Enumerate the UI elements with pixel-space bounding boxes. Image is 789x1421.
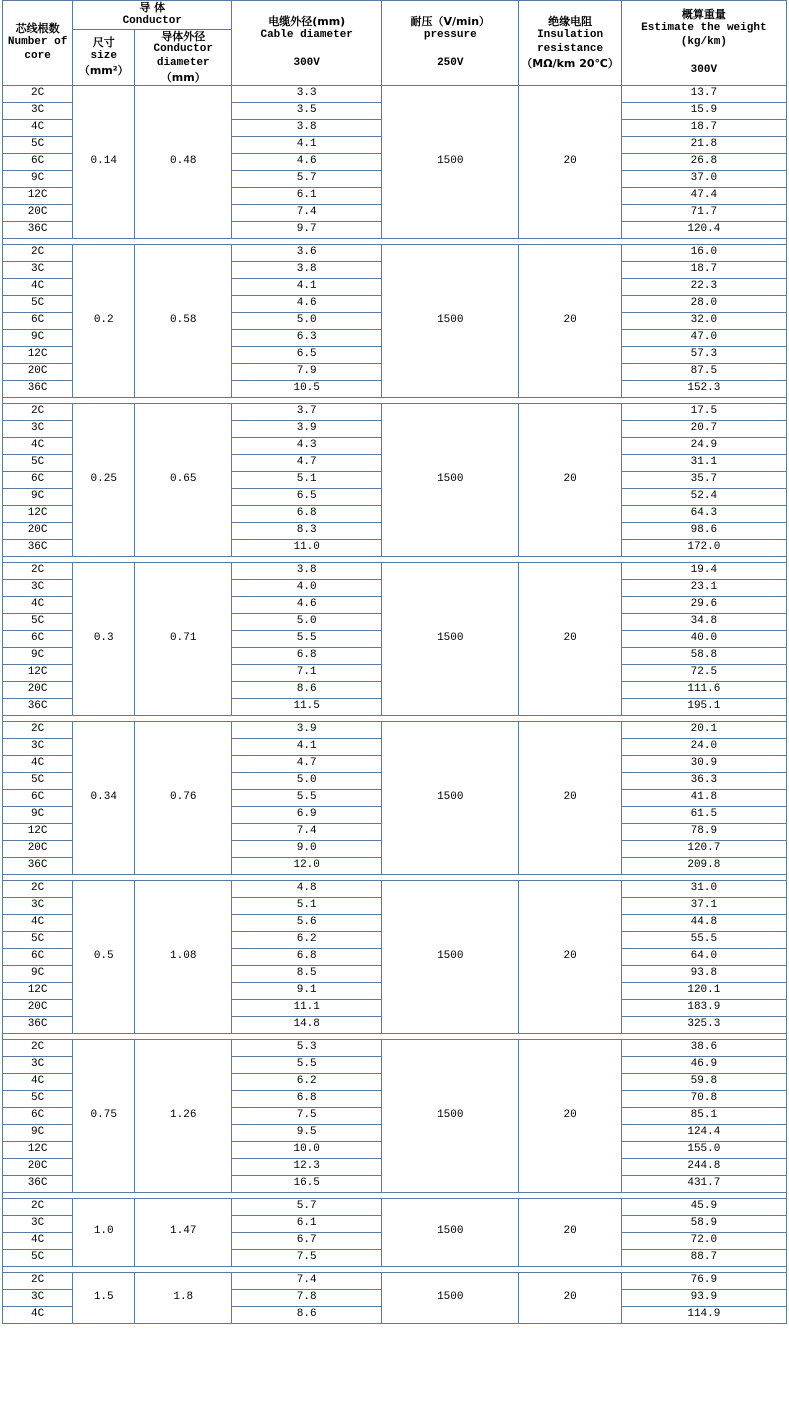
cell-core: 9C bbox=[3, 965, 73, 982]
cell-weight: 19.4 bbox=[621, 562, 786, 579]
cell-cable-diameter: 7.8 bbox=[232, 1289, 382, 1306]
cell-cable-diameter: 3.8 bbox=[232, 261, 382, 278]
cell-cable-diameter: 11.5 bbox=[232, 698, 382, 715]
cell-cable-diameter: 7.5 bbox=[232, 1107, 382, 1124]
cell-cable-diameter: 8.3 bbox=[232, 522, 382, 539]
cell-cable-diameter: 3.7 bbox=[232, 403, 382, 420]
header-conductor-diameter-label-en: Conductor diameter bbox=[153, 43, 213, 69]
cell-core: 5C bbox=[3, 454, 73, 471]
cell-core: 20C bbox=[3, 999, 73, 1016]
cell-core: 6C bbox=[3, 789, 73, 806]
header-size bbox=[73, 29, 135, 85]
cell-core: 2C bbox=[3, 1039, 73, 1056]
cell-size: 0.5 bbox=[73, 880, 135, 1033]
cell-cable-diameter: 11.0 bbox=[232, 539, 382, 556]
cell-conductor-diameter: 0.71 bbox=[135, 562, 232, 715]
cell-cable-diameter: 6.2 bbox=[232, 1073, 382, 1090]
cell-core: 36C bbox=[3, 539, 73, 556]
table-body bbox=[3, 85, 787, 1323]
cell-core: 2C bbox=[3, 721, 73, 738]
header-insulation bbox=[519, 1, 621, 86]
cell-cable-diameter: 4.0 bbox=[232, 579, 382, 596]
cell-cable-diameter: 9.0 bbox=[232, 840, 382, 857]
cell-conductor-diameter: 1.47 bbox=[135, 1198, 232, 1266]
cell-weight: 111.6 bbox=[621, 681, 786, 698]
header-core-label-en: Number of core bbox=[7, 35, 68, 62]
header-insulation-label-en: Insulation resistance bbox=[537, 29, 604, 55]
cell-weight: 34.8 bbox=[621, 613, 786, 630]
cell-core: 9C bbox=[3, 329, 73, 346]
cell-size: 0.25 bbox=[73, 403, 135, 556]
cell-core: 4C bbox=[3, 755, 73, 772]
cell-pressure: 1500 bbox=[382, 721, 519, 874]
cell-cable-diameter: 6.2 bbox=[232, 931, 382, 948]
cell-weight: 47.4 bbox=[621, 187, 786, 204]
cell-conductor-diameter: 1.08 bbox=[135, 880, 232, 1033]
cell-cable-diameter: 4.7 bbox=[232, 454, 382, 471]
cell-weight: 31.0 bbox=[621, 880, 786, 897]
cell-cable-diameter: 5.0 bbox=[232, 312, 382, 329]
header-size-label-cn: 尺寸 bbox=[92, 36, 115, 50]
cell-cable-diameter: 5.7 bbox=[232, 1198, 382, 1215]
cell-core: 36C bbox=[3, 857, 73, 874]
cell-core: 4C bbox=[3, 437, 73, 454]
cell-cable-diameter: 6.8 bbox=[232, 1090, 382, 1107]
cell-size: 1.0 bbox=[73, 1198, 135, 1266]
cell-core: 12C bbox=[3, 346, 73, 363]
cell-pressure: 1500 bbox=[382, 403, 519, 556]
cell-weight: 88.7 bbox=[621, 1249, 786, 1266]
cell-weight: 93.8 bbox=[621, 965, 786, 982]
cell-weight: 325.3 bbox=[621, 1016, 786, 1033]
cell-core: 4C bbox=[3, 119, 73, 136]
header-insulation-label-cn: 绝缘电阻 bbox=[548, 15, 593, 29]
cell-weight: 85.1 bbox=[621, 1107, 786, 1124]
cell-cable-diameter: 5.0 bbox=[232, 613, 382, 630]
header-conductor-diameter-unit: （mm） bbox=[160, 70, 206, 84]
cell-weight: 45.9 bbox=[621, 1198, 786, 1215]
cell-weight: 55.5 bbox=[621, 931, 786, 948]
cell-core: 2C bbox=[3, 403, 73, 420]
cell-weight: 24.9 bbox=[621, 437, 786, 454]
cell-cable-diameter: 11.1 bbox=[232, 999, 382, 1016]
cell-weight: 195.1 bbox=[621, 698, 786, 715]
cell-weight: 155.0 bbox=[621, 1141, 786, 1158]
cell-weight: 61.5 bbox=[621, 806, 786, 823]
cell-weight: 64.3 bbox=[621, 505, 786, 522]
header-conductor-label-cn: 导 体 bbox=[139, 1, 166, 14]
cell-size: 0.34 bbox=[73, 721, 135, 874]
cell-weight: 72.5 bbox=[621, 664, 786, 681]
cell-core: 9C bbox=[3, 488, 73, 505]
cell-weight: 44.8 bbox=[621, 914, 786, 931]
cell-weight: 98.6 bbox=[621, 522, 786, 539]
cell-cable-diameter: 5.0 bbox=[232, 772, 382, 789]
cell-cable-diameter: 14.8 bbox=[232, 1016, 382, 1033]
cell-core: 2C bbox=[3, 244, 73, 261]
cell-insulation-resistance: 20 bbox=[519, 85, 621, 238]
header-cable-diameter bbox=[232, 1, 382, 86]
cell-cable-diameter: 6.1 bbox=[232, 1215, 382, 1232]
cell-cable-diameter: 7.4 bbox=[232, 1272, 382, 1289]
cell-core: 6C bbox=[3, 948, 73, 965]
cell-cable-diameter: 8.6 bbox=[232, 1306, 382, 1323]
cell-cable-diameter: 5.1 bbox=[232, 471, 382, 488]
cell-weight: 13.7 bbox=[621, 85, 786, 102]
cell-weight: 23.1 bbox=[621, 579, 786, 596]
cell-insulation-resistance: 20 bbox=[519, 880, 621, 1033]
cell-core: 36C bbox=[3, 1175, 73, 1192]
cell-cable-diameter: 4.3 bbox=[232, 437, 382, 454]
cell-weight: 32.0 bbox=[621, 312, 786, 329]
cell-cable-diameter: 6.9 bbox=[232, 806, 382, 823]
cell-cable-diameter: 5.3 bbox=[232, 1039, 382, 1056]
cell-pressure: 1500 bbox=[382, 1272, 519, 1323]
header-cable-diameter-label-en: Cable diameter bbox=[260, 28, 353, 41]
cell-weight: 24.0 bbox=[621, 738, 786, 755]
cell-weight: 244.8 bbox=[621, 1158, 786, 1175]
cell-weight: 78.9 bbox=[621, 823, 786, 840]
cell-core: 20C bbox=[3, 1158, 73, 1175]
cell-weight: 22.3 bbox=[621, 278, 786, 295]
cell-cable-diameter: 4.1 bbox=[232, 278, 382, 295]
cell-core: 3C bbox=[3, 1056, 73, 1073]
cell-core: 20C bbox=[3, 840, 73, 857]
cell-weight: 38.6 bbox=[621, 1039, 786, 1056]
table-row bbox=[3, 1272, 787, 1289]
cell-cable-diameter: 8.5 bbox=[232, 965, 382, 982]
cell-cable-diameter: 3.8 bbox=[232, 119, 382, 136]
cell-cable-diameter: 7.1 bbox=[232, 664, 382, 681]
cell-weight: 17.5 bbox=[621, 403, 786, 420]
cell-cable-diameter: 10.0 bbox=[232, 1141, 382, 1158]
cell-cable-diameter: 5.1 bbox=[232, 897, 382, 914]
cell-cable-diameter: 16.5 bbox=[232, 1175, 382, 1192]
cell-core: 9C bbox=[3, 806, 73, 823]
cell-size: 0.14 bbox=[73, 85, 135, 238]
table-row bbox=[3, 85, 787, 102]
header-cable-diameter-voltage: 300V bbox=[293, 56, 320, 69]
cell-core: 12C bbox=[3, 664, 73, 681]
cell-core: 12C bbox=[3, 505, 73, 522]
cell-cable-diameter: 5.5 bbox=[232, 630, 382, 647]
cell-core: 12C bbox=[3, 823, 73, 840]
cell-weight: 209.8 bbox=[621, 857, 786, 874]
cell-core: 36C bbox=[3, 1016, 73, 1033]
table-row bbox=[3, 721, 787, 738]
cell-core: 5C bbox=[3, 295, 73, 312]
cell-cable-diameter: 4.1 bbox=[232, 738, 382, 755]
cell-core: 36C bbox=[3, 698, 73, 715]
cell-weight: 72.0 bbox=[621, 1232, 786, 1249]
cell-weight: 124.4 bbox=[621, 1124, 786, 1141]
cell-cable-diameter: 7.4 bbox=[232, 204, 382, 221]
cell-cable-diameter: 3.9 bbox=[232, 721, 382, 738]
cell-weight: 40.0 bbox=[621, 630, 786, 647]
cell-weight: 87.5 bbox=[621, 363, 786, 380]
header-pressure-voltage: 250V bbox=[437, 56, 464, 69]
cell-cable-diameter: 5.6 bbox=[232, 914, 382, 931]
table-row bbox=[3, 244, 787, 261]
cell-conductor-diameter: 0.58 bbox=[135, 244, 232, 397]
cell-core: 3C bbox=[3, 579, 73, 596]
cell-weight: 52.4 bbox=[621, 488, 786, 505]
cell-core: 5C bbox=[3, 1090, 73, 1107]
cell-weight: 120.7 bbox=[621, 840, 786, 857]
header-weight bbox=[621, 1, 786, 86]
cell-weight: 37.1 bbox=[621, 897, 786, 914]
cell-insulation-resistance: 20 bbox=[519, 1198, 621, 1266]
cell-size: 0.75 bbox=[73, 1039, 135, 1192]
cell-cable-diameter: 3.5 bbox=[232, 102, 382, 119]
cell-core: 3C bbox=[3, 1215, 73, 1232]
cell-core: 12C bbox=[3, 982, 73, 999]
cell-core: 3C bbox=[3, 1289, 73, 1306]
cell-insulation-resistance: 20 bbox=[519, 562, 621, 715]
cell-size: 0.2 bbox=[73, 244, 135, 397]
cell-weight: 15.9 bbox=[621, 102, 786, 119]
cell-core: 2C bbox=[3, 85, 73, 102]
cell-cable-diameter: 4.6 bbox=[232, 153, 382, 170]
cell-cable-diameter: 5.7 bbox=[232, 170, 382, 187]
cell-pressure: 1500 bbox=[382, 1039, 519, 1192]
cell-conductor-diameter: 0.48 bbox=[135, 85, 232, 238]
cell-cable-diameter: 4.1 bbox=[232, 136, 382, 153]
cell-weight: 64.0 bbox=[621, 948, 786, 965]
cell-weight: 35.7 bbox=[621, 471, 786, 488]
cell-insulation-resistance: 20 bbox=[519, 244, 621, 397]
cell-insulation-resistance: 20 bbox=[519, 1039, 621, 1192]
cell-core: 2C bbox=[3, 880, 73, 897]
header-core bbox=[3, 1, 73, 86]
header-conductor-label-en: Conductor bbox=[122, 14, 182, 27]
header-pressure bbox=[382, 1, 519, 86]
cell-cable-diameter: 6.8 bbox=[232, 948, 382, 965]
cell-weight: 30.9 bbox=[621, 755, 786, 772]
cell-core: 5C bbox=[3, 772, 73, 789]
header-cable-diameter-label-cn: 电缆外径(mm) bbox=[268, 15, 346, 29]
cell-core: 5C bbox=[3, 136, 73, 153]
cell-weight: 21.8 bbox=[621, 136, 786, 153]
cell-core: 4C bbox=[3, 1232, 73, 1249]
cell-core: 6C bbox=[3, 471, 73, 488]
cell-cable-diameter: 7.4 bbox=[232, 823, 382, 840]
cell-cable-diameter: 5.5 bbox=[232, 1056, 382, 1073]
cell-weight: 58.9 bbox=[621, 1215, 786, 1232]
cell-weight: 70.8 bbox=[621, 1090, 786, 1107]
cell-conductor-diameter: 0.76 bbox=[135, 721, 232, 874]
cell-weight: 431.7 bbox=[621, 1175, 786, 1192]
cell-core: 3C bbox=[3, 261, 73, 278]
cell-cable-diameter: 9.1 bbox=[232, 982, 382, 999]
cell-cable-diameter: 3.3 bbox=[232, 85, 382, 102]
cell-pressure: 1500 bbox=[382, 85, 519, 238]
cell-pressure: 1500 bbox=[382, 562, 519, 715]
header-pressure-label-cn: 耐压（V/min） bbox=[410, 15, 491, 29]
cell-weight: 57.3 bbox=[621, 346, 786, 363]
cell-weight: 71.7 bbox=[621, 204, 786, 221]
cell-core: 4C bbox=[3, 1073, 73, 1090]
cell-pressure: 1500 bbox=[382, 1198, 519, 1266]
cell-weight: 47.0 bbox=[621, 329, 786, 346]
cell-cable-diameter: 6.5 bbox=[232, 488, 382, 505]
cell-cable-diameter: 7.9 bbox=[232, 363, 382, 380]
cell-cable-diameter: 8.6 bbox=[232, 681, 382, 698]
cell-cable-diameter: 3.8 bbox=[232, 562, 382, 579]
cell-core: 5C bbox=[3, 1249, 73, 1266]
cell-cable-diameter: 12.3 bbox=[232, 1158, 382, 1175]
header-pressure-label-en: pressure bbox=[423, 28, 477, 41]
cell-insulation-resistance: 20 bbox=[519, 1272, 621, 1323]
cell-cable-diameter: 6.7 bbox=[232, 1232, 382, 1249]
cell-cable-diameter: 7.5 bbox=[232, 1249, 382, 1266]
cell-cable-diameter: 12.0 bbox=[232, 857, 382, 874]
cell-weight: 120.4 bbox=[621, 221, 786, 238]
cell-core: 9C bbox=[3, 170, 73, 187]
cell-weight: 120.1 bbox=[621, 982, 786, 999]
cell-core: 4C bbox=[3, 278, 73, 295]
cell-pressure: 1500 bbox=[382, 244, 519, 397]
cell-cable-diameter: 9.5 bbox=[232, 1124, 382, 1141]
cell-cable-diameter: 6.1 bbox=[232, 187, 382, 204]
cell-cable-diameter: 6.8 bbox=[232, 505, 382, 522]
cell-weight: 183.9 bbox=[621, 999, 786, 1016]
cell-conductor-diameter: 1.8 bbox=[135, 1272, 232, 1323]
cell-size: 0.3 bbox=[73, 562, 135, 715]
cell-core: 20C bbox=[3, 681, 73, 698]
cell-cable-diameter: 6.3 bbox=[232, 329, 382, 346]
table-row bbox=[3, 403, 787, 420]
header-core-label-cn: 芯线根数 bbox=[15, 22, 60, 36]
header-weight-label-cn: 概算重量 bbox=[681, 8, 726, 22]
table-row bbox=[3, 1198, 787, 1215]
cell-core: 12C bbox=[3, 1141, 73, 1158]
cell-weight: 59.8 bbox=[621, 1073, 786, 1090]
cell-weight: 76.9 bbox=[621, 1272, 786, 1289]
cell-core: 36C bbox=[3, 380, 73, 397]
table-row bbox=[3, 880, 787, 897]
cell-weight: 93.9 bbox=[621, 1289, 786, 1306]
cell-weight: 31.1 bbox=[621, 454, 786, 471]
cell-cable-diameter: 3.9 bbox=[232, 420, 382, 437]
header-conductor-diameter-label-cn: 导体外径 bbox=[161, 29, 206, 43]
cell-core: 20C bbox=[3, 363, 73, 380]
cable-specification-table bbox=[2, 0, 787, 1324]
header-conductor bbox=[73, 1, 232, 30]
cell-weight: 46.9 bbox=[621, 1056, 786, 1073]
cell-core: 9C bbox=[3, 1124, 73, 1141]
cell-core: 5C bbox=[3, 613, 73, 630]
cell-conductor-diameter: 1.26 bbox=[135, 1039, 232, 1192]
cell-weight: 18.7 bbox=[621, 261, 786, 278]
header-weight-label-en: Estimate the weight (kg/km) bbox=[641, 22, 767, 48]
cell-core: 36C bbox=[3, 221, 73, 238]
cell-weight: 37.0 bbox=[621, 170, 786, 187]
cell-core: 9C bbox=[3, 647, 73, 664]
cell-insulation-resistance: 20 bbox=[519, 721, 621, 874]
cell-cable-diameter: 6.5 bbox=[232, 346, 382, 363]
header-insulation-unit: （MΩ/km 20℃） bbox=[521, 56, 619, 70]
cell-core: 6C bbox=[3, 630, 73, 647]
cell-conductor-diameter: 0.65 bbox=[135, 403, 232, 556]
cell-weight: 58.8 bbox=[621, 647, 786, 664]
cell-core: 12C bbox=[3, 187, 73, 204]
cell-weight: 26.8 bbox=[621, 153, 786, 170]
cell-core: 5C bbox=[3, 931, 73, 948]
cell-weight: 114.9 bbox=[621, 1306, 786, 1323]
cell-core: 3C bbox=[3, 420, 73, 437]
cell-cable-diameter: 4.6 bbox=[232, 295, 382, 312]
cell-weight: 152.3 bbox=[621, 380, 786, 397]
cell-core: 3C bbox=[3, 897, 73, 914]
cell-cable-diameter: 9.7 bbox=[232, 221, 382, 238]
header-size-unit: （mm²） bbox=[78, 63, 129, 77]
cell-pressure: 1500 bbox=[382, 880, 519, 1033]
cell-weight: 20.7 bbox=[621, 420, 786, 437]
cell-weight: 36.3 bbox=[621, 772, 786, 789]
header-conductor-diameter bbox=[135, 29, 232, 85]
cell-cable-diameter: 4.6 bbox=[232, 596, 382, 613]
header-size-label-en: size bbox=[90, 50, 117, 63]
cell-weight: 20.1 bbox=[621, 721, 786, 738]
cell-cable-diameter: 4.8 bbox=[232, 880, 382, 897]
cell-core: 6C bbox=[3, 1107, 73, 1124]
cell-core: 6C bbox=[3, 312, 73, 329]
cell-core: 2C bbox=[3, 1272, 73, 1289]
table-row bbox=[3, 562, 787, 579]
table-header bbox=[3, 1, 787, 86]
cell-weight: 18.7 bbox=[621, 119, 786, 136]
cell-core: 20C bbox=[3, 522, 73, 539]
cell-weight: 41.8 bbox=[621, 789, 786, 806]
cell-core: 4C bbox=[3, 1306, 73, 1323]
table-row bbox=[3, 1039, 787, 1056]
header-weight-voltage: 300V bbox=[690, 63, 718, 76]
cell-size: 1.5 bbox=[73, 1272, 135, 1323]
cell-weight: 28.0 bbox=[621, 295, 786, 312]
cell-core: 4C bbox=[3, 596, 73, 613]
cell-core: 3C bbox=[3, 102, 73, 119]
cell-core: 2C bbox=[3, 1198, 73, 1215]
cell-weight: 172.0 bbox=[621, 539, 786, 556]
cell-core: 4C bbox=[3, 914, 73, 931]
cell-cable-diameter: 10.5 bbox=[232, 380, 382, 397]
cell-core: 2C bbox=[3, 562, 73, 579]
cell-core: 3C bbox=[3, 738, 73, 755]
cell-cable-diameter: 4.7 bbox=[232, 755, 382, 772]
cell-cable-diameter: 6.8 bbox=[232, 647, 382, 664]
cell-weight: 29.6 bbox=[621, 596, 786, 613]
cell-cable-diameter: 5.5 bbox=[232, 789, 382, 806]
cell-insulation-resistance: 20 bbox=[519, 403, 621, 556]
cell-core: 6C bbox=[3, 153, 73, 170]
cell-weight: 16.0 bbox=[621, 244, 786, 261]
cell-core: 20C bbox=[3, 204, 73, 221]
cell-cable-diameter: 3.6 bbox=[232, 244, 382, 261]
